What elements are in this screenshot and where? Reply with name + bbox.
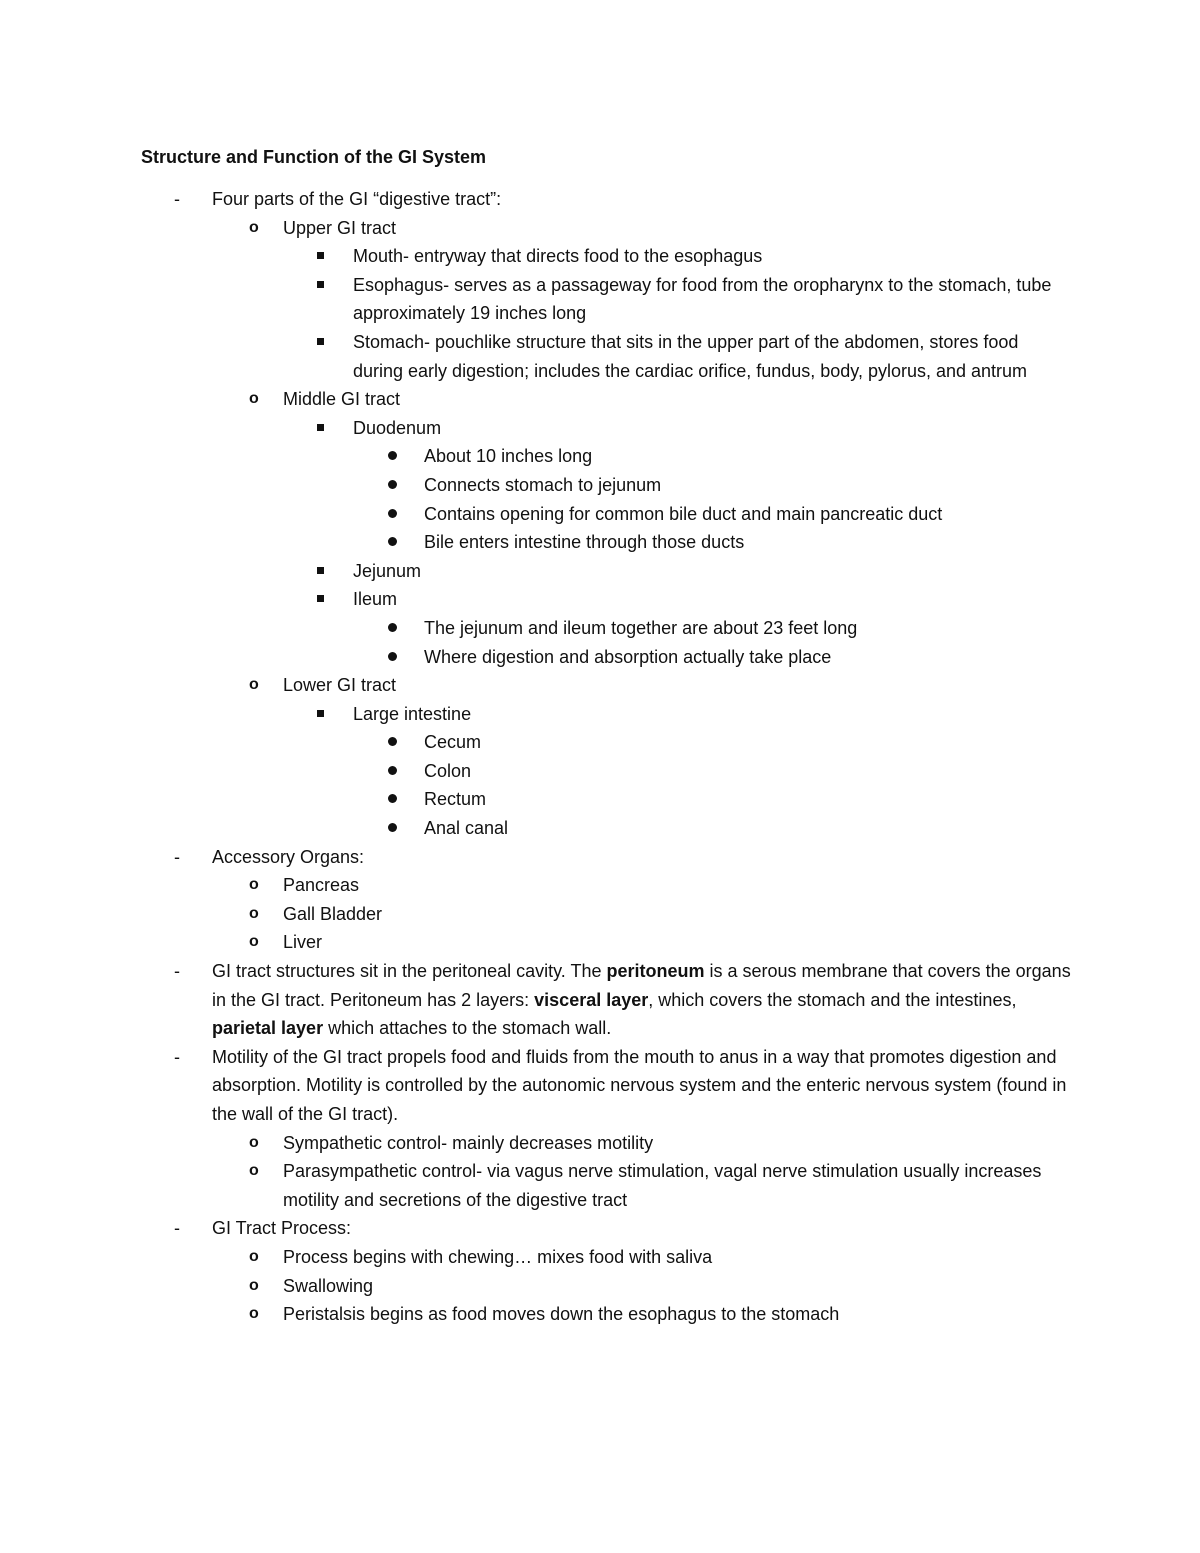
square-bullet-icon [317, 338, 324, 345]
text-run: is a serous membrane that covers the organs in the GI tract. Peritoneum has 2 layers: [212, 961, 1071, 1010]
text-run: which attaches to the stomach wall. [323, 1018, 612, 1039]
item-text: Four parts of the GI “digestive tract”: [212, 189, 502, 209]
list-item [0, 957, 1072, 1043]
item-text: About 10 inches long [424, 446, 593, 467]
item-text: Liver [283, 932, 323, 953]
item-text: GI Tract Process: [212, 1218, 352, 1239]
dash-bullet: - [174, 846, 180, 867]
square-bullet-icon [317, 595, 324, 602]
item-text: Bile enters intestine through those ducts [424, 532, 745, 553]
term-parietal-layer: parietal layer [212, 1018, 324, 1039]
list-item [0, 1272, 1072, 1301]
list-item [0, 414, 1072, 557]
item-text: Upper GI tract [283, 217, 397, 238]
list-item [0, 928, 1072, 957]
list-item [0, 1157, 1072, 1214]
item-text: Sympathetic control- mainly decreases motility [283, 1132, 654, 1153]
list-item [0, 271, 1072, 328]
item-text: Jejunum [353, 560, 422, 581]
dash-bullet: - [174, 961, 180, 982]
list-item [0, 1214, 1072, 1328]
list-item [0, 214, 1072, 386]
list-item [0, 700, 1072, 843]
peritoneal-paragraph [212, 961, 1071, 1038]
item-text: Stomach- pouchlike structure that sits in the upper part of the abdomen, stores food during early digestion; includes the cardiac orifice, fundus, body, pylorus, and antrum [353, 331, 1028, 381]
item-text: Rectum [424, 789, 487, 810]
item-text: Gall Bladder [283, 903, 383, 924]
item-text: Middle GI tract [283, 389, 401, 410]
text-run: , which covers the stomach and the intestines, [648, 989, 1017, 1010]
circle-bullet: o [249, 933, 259, 951]
dash-bullet: - [174, 1218, 180, 1239]
list-item [0, 385, 1072, 671]
list-item [0, 728, 1072, 757]
square-bullet-icon [317, 424, 324, 431]
list-item [0, 643, 1072, 672]
dot-bullet-icon [388, 766, 397, 775]
square-bullet-icon [317, 281, 324, 288]
list-item [0, 614, 1072, 643]
text-run: GI tract structures sit in the peritoneal cavity. The [212, 961, 607, 982]
dot-bullet-icon [388, 737, 397, 746]
item-text: Process begins with chewing… mixes food with saliva [283, 1246, 713, 1267]
item-text: Swallowing [283, 1275, 374, 1296]
list-item [0, 843, 1072, 957]
item-text: Pancreas [283, 875, 360, 896]
item-text: Peristalsis begins as food moves down the esophagus to the stomach [283, 1304, 840, 1325]
square-bullet-icon [317, 710, 324, 717]
circle-bullet: o [249, 876, 259, 894]
list-item [0, 671, 1072, 843]
dot-bullet-icon [388, 623, 397, 632]
item-text: Where digestion and absorption actually take place [424, 646, 832, 667]
dot-bullet-icon [388, 509, 397, 518]
item-text: Connects stomach to jejunum [424, 474, 662, 495]
dot-bullet-icon [388, 794, 397, 803]
item-text: Cecum [424, 732, 482, 753]
item-text: Colon [424, 760, 472, 781]
list-item [0, 471, 1072, 500]
dot-bullet-icon [388, 480, 397, 489]
term-peritoneum: peritoneum [606, 961, 705, 982]
list-item [0, 500, 1072, 529]
dash-bullet: - [174, 1046, 180, 1067]
circle-bullet: o [249, 676, 259, 694]
list-item [0, 871, 1072, 900]
circle-bullet: o [249, 1133, 259, 1151]
item-text: The jejunum and ileum together are about 23 feet long [424, 617, 858, 638]
item-text: Contains opening for common bile duct and main pancreatic duct [424, 503, 943, 524]
list-item [0, 557, 1072, 586]
list-item [0, 185, 1072, 843]
list-item [0, 757, 1072, 786]
square-bullet-icon [317, 252, 324, 259]
list-item [0, 328, 1072, 385]
item-text: Mouth- entryway that directs food to the esophagus [353, 246, 763, 267]
dot-bullet-icon [388, 652, 397, 661]
item-text: Large intestine [353, 703, 472, 724]
circle-bullet: o [249, 1276, 259, 1294]
dot-bullet-icon [388, 451, 397, 460]
list-item [0, 1043, 1072, 1215]
item-text: Motility of the GI tract propels food and fluids from the mouth to anus in a way that promotes digestion and absorption. Motility is controlled by the autonomic nervous system and the enteric nervous system (found in the wall of the GI tract). [212, 1046, 1067, 1124]
dot-bullet-icon [388, 537, 397, 546]
item-text: Ileum [353, 589, 398, 610]
dot-bullet-icon [388, 823, 397, 832]
circle-bullet: o [249, 390, 259, 408]
square-bullet-icon [317, 567, 324, 574]
list-item [0, 785, 1072, 814]
item-text: Lower GI tract [283, 675, 397, 696]
list-item [0, 1129, 1072, 1158]
list-item [0, 1243, 1072, 1272]
outline [0, 185, 1200, 1329]
list-item [0, 585, 1072, 671]
item-text: Esophagus- serves as a passageway for food from the oropharynx to the stomach, tube approximately 19 inches long [353, 274, 1052, 324]
list-item [0, 528, 1072, 557]
circle-bullet: o [249, 218, 259, 236]
item-text: Accessory Organs: [212, 846, 365, 867]
item-text: Duodenum [353, 417, 442, 438]
circle-bullet: o [249, 1162, 259, 1180]
item-text: Anal canal [424, 818, 509, 839]
circle-bullet: o [249, 1247, 259, 1265]
list-item [0, 900, 1072, 929]
dash-bullet: - [174, 189, 180, 209]
term-visceral-layer: visceral layer [534, 989, 649, 1010]
list-item [0, 814, 1072, 843]
list-item [0, 1300, 1072, 1329]
circle-bullet: o [249, 904, 259, 922]
page-title: Structure and Function of the GI System [141, 147, 487, 167]
list-item [0, 242, 1072, 271]
list-item [0, 442, 1072, 471]
circle-bullet: o [249, 1305, 259, 1323]
item-text: Parasympathetic control- via vagus nerve stimulation, vagal nerve stimulation usually increases motility and secretions of the digestive tract [283, 1161, 1042, 1210]
